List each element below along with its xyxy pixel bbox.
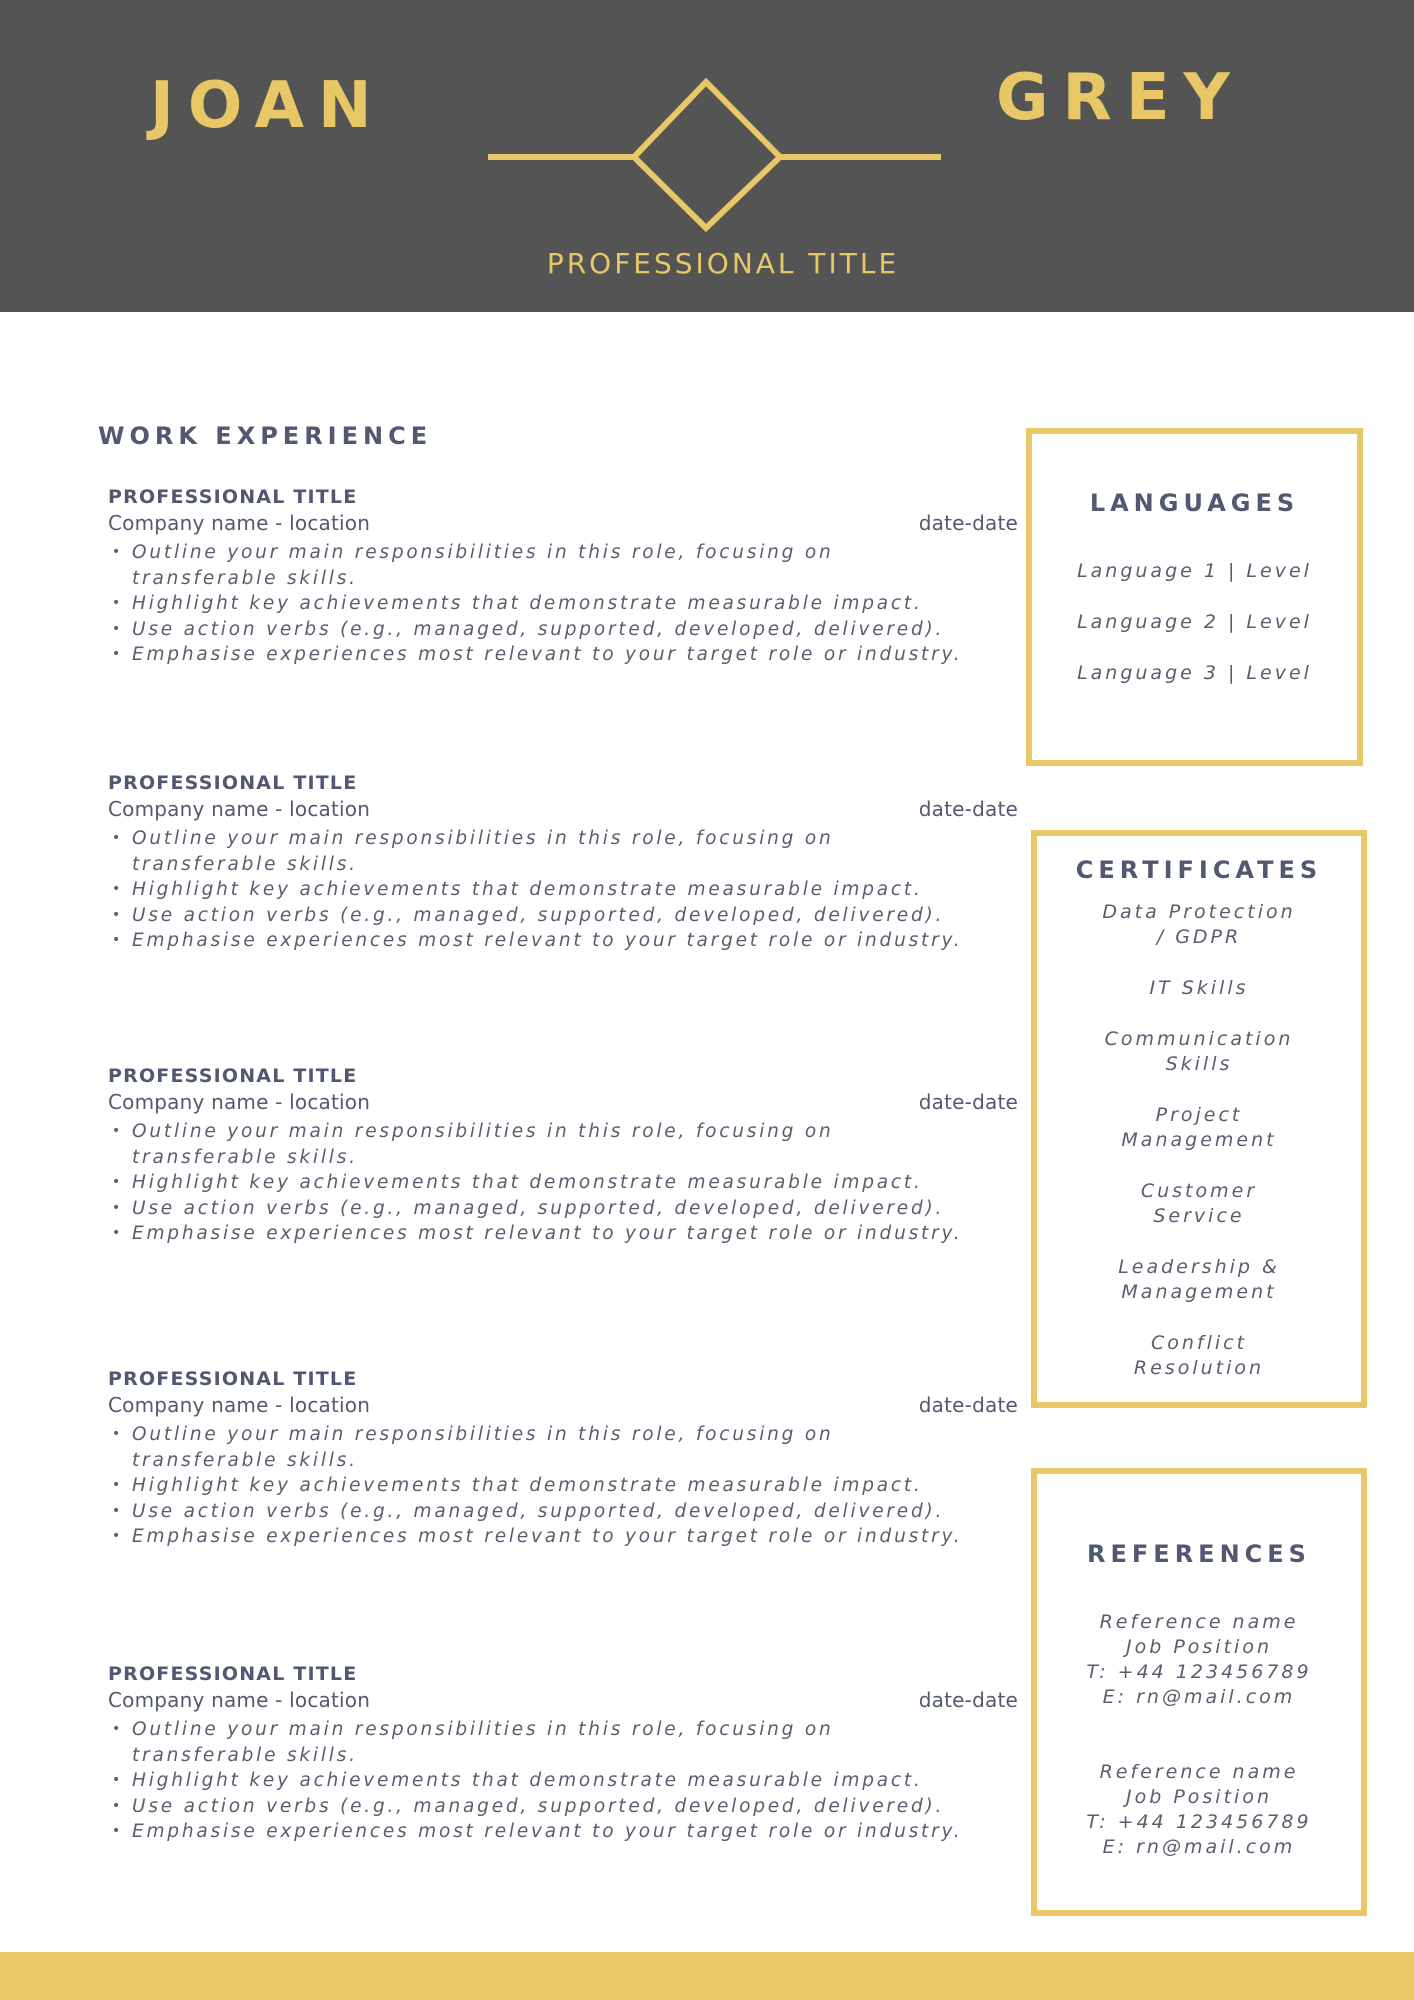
bullet-item: • Highlight key achievements that demonstrate measurable impact.	[108, 1768, 972, 1794]
bullet-item: • Outline your main responsibilities in this role, focusing on transferable skills.	[108, 1119, 972, 1170]
company-row	[108, 1089, 1018, 1115]
reference-name: Reference name	[1099, 1611, 1299, 1633]
certificate-item	[1037, 1103, 1361, 1153]
diamond-ornament-icon	[486, 76, 946, 236]
certificates-list	[1037, 900, 1361, 1381]
languages-heading: LANGUAGES	[1089, 489, 1300, 517]
certificate-line: Management	[1121, 1281, 1277, 1303]
bullet-item: • Use action verbs (e.g., managed, supported, developed, delivered).	[108, 903, 972, 929]
certificate-line: IT Skills	[1149, 977, 1249, 999]
bullet-item: • Highlight key achievements that demonstrate measurable impact.	[108, 1170, 972, 1196]
job-entry	[108, 1661, 1018, 1845]
reference-name: Reference name	[1099, 1761, 1299, 1783]
last-name: GREY	[996, 61, 1244, 135]
bullet-item: • Emphasise experiences most relevant to your target role or industry.	[108, 1221, 972, 1247]
job-bullets	[108, 1119, 1018, 1247]
reference-entry	[1037, 1760, 1361, 1860]
job-dates: date-date	[918, 797, 1018, 821]
certificate-item	[1037, 1255, 1361, 1305]
certificate-item	[1037, 900, 1361, 950]
language-item: Language 1 | Level	[1077, 560, 1312, 582]
company-location: Company name - location	[108, 1688, 371, 1712]
job-title: PROFESSIONAL TITLE	[108, 772, 358, 794]
company-row	[108, 1687, 1018, 1713]
job-bullets	[108, 540, 1018, 668]
reference-position: Job Position	[1126, 1636, 1272, 1658]
company-row	[108, 1392, 1018, 1418]
certificate-item	[1037, 976, 1361, 1001]
certificate-line: Service	[1153, 1205, 1245, 1227]
certificates-box	[1031, 830, 1367, 1408]
reference-position: Job Position	[1126, 1786, 1272, 1808]
bullet-item: • Outline your main responsibilities in this role, focusing on transferable skills.	[108, 1422, 972, 1473]
reference-phone: T: +44 123456789	[1086, 1661, 1312, 1683]
reference-phone: T: +44 123456789	[1086, 1811, 1312, 1833]
certificates-heading: CERTIFICATES	[1075, 856, 1323, 884]
references-heading: REFERENCES	[1087, 1540, 1311, 1568]
languages-list	[1032, 559, 1357, 686]
certificate-line: Customer	[1140, 1180, 1258, 1202]
job-title: PROFESSIONAL TITLE	[108, 486, 358, 508]
job-title: PROFESSIONAL TITLE	[108, 1368, 358, 1390]
certificate-line: Resolution	[1133, 1357, 1265, 1379]
bullet-item: • Highlight key achievements that demonstrate measurable impact.	[108, 877, 972, 903]
reference-email: E: rn@mail.com	[1102, 1836, 1296, 1858]
first-name: JOAN	[150, 69, 386, 143]
job-dates: date-date	[918, 1688, 1018, 1712]
bullet-item: • Outline your main responsibilities in this role, focusing on transferable skills.	[108, 826, 972, 877]
job-entry	[108, 1366, 1018, 1550]
certificate-line: Skills	[1165, 1053, 1233, 1075]
company-location: Company name - location	[108, 1090, 371, 1114]
certificate-line: Data Protection	[1102, 901, 1296, 923]
bullet-item: • Emphasise experiences most relevant to your target role or industry.	[108, 928, 972, 954]
certificate-item	[1037, 1027, 1361, 1077]
reference-entry	[1037, 1610, 1361, 1710]
references-list	[1037, 1610, 1361, 1860]
header-professional-title: PROFESSIONAL TITLE	[546, 247, 900, 280]
reference-email: E: rn@mail.com	[1102, 1686, 1296, 1708]
job-bullets	[108, 1422, 1018, 1550]
job-dates: date-date	[918, 511, 1018, 535]
certificate-item	[1037, 1331, 1361, 1381]
certificate-line: Project	[1155, 1104, 1243, 1126]
footer-bar	[0, 1952, 1414, 2000]
language-item: Language 2 | Level	[1077, 611, 1312, 633]
ornament-diamond	[634, 82, 780, 228]
bullet-item: • Use action verbs (e.g., managed, supported, developed, delivered).	[108, 1499, 972, 1525]
work-experience-heading: WORK EXPERIENCE	[98, 422, 433, 450]
company-location: Company name - location	[108, 511, 371, 535]
bullet-item: • Highlight key achievements that demonstrate measurable impact.	[108, 591, 972, 617]
job-entry	[108, 484, 1018, 668]
company-location: Company name - location	[108, 1393, 371, 1417]
header-banner	[0, 0, 1414, 312]
job-dates: date-date	[918, 1090, 1018, 1114]
references-box	[1031, 1468, 1367, 1916]
company-location: Company name - location	[108, 797, 371, 821]
certificate-line: Leadership &	[1118, 1256, 1280, 1278]
certificate-item	[1037, 1179, 1361, 1229]
bullet-item: • Emphasise experiences most relevant to your target role or industry.	[108, 642, 972, 668]
certificate-line: Communication	[1104, 1028, 1294, 1050]
job-entry	[108, 770, 1018, 954]
bullet-item: • Outline your main responsibilities in this role, focusing on transferable skills.	[108, 540, 972, 591]
bullet-item: • Use action verbs (e.g., managed, supported, developed, delivered).	[108, 1196, 972, 1222]
job-dates: date-date	[918, 1393, 1018, 1417]
job-title: PROFESSIONAL TITLE	[108, 1663, 358, 1685]
bullet-item: • Highlight key achievements that demonstrate measurable impact.	[108, 1473, 972, 1499]
certificate-line: Management	[1121, 1129, 1277, 1151]
job-entry	[108, 1063, 1018, 1247]
certificate-line: Conflict	[1150, 1332, 1248, 1354]
job-bullets	[108, 1717, 1018, 1845]
language-item: Language 3 | Level	[1077, 662, 1312, 684]
company-row	[108, 796, 1018, 822]
job-title: PROFESSIONAL TITLE	[108, 1065, 358, 1087]
bullet-item: • Emphasise experiences most relevant to your target role or industry.	[108, 1819, 972, 1845]
bullet-item: • Use action verbs (e.g., managed, supported, developed, delivered).	[108, 1794, 972, 1820]
certificate-line: / GDPR	[1156, 926, 1242, 948]
languages-box	[1026, 428, 1363, 766]
bullet-item: • Outline your main responsibilities in this role, focusing on transferable skills.	[108, 1717, 972, 1768]
company-row	[108, 510, 1018, 536]
job-bullets	[108, 826, 1018, 954]
bullet-item: • Use action verbs (e.g., managed, supported, developed, delivered).	[108, 617, 972, 643]
bullet-item: • Emphasise experiences most relevant to your target role or industry.	[108, 1524, 972, 1550]
